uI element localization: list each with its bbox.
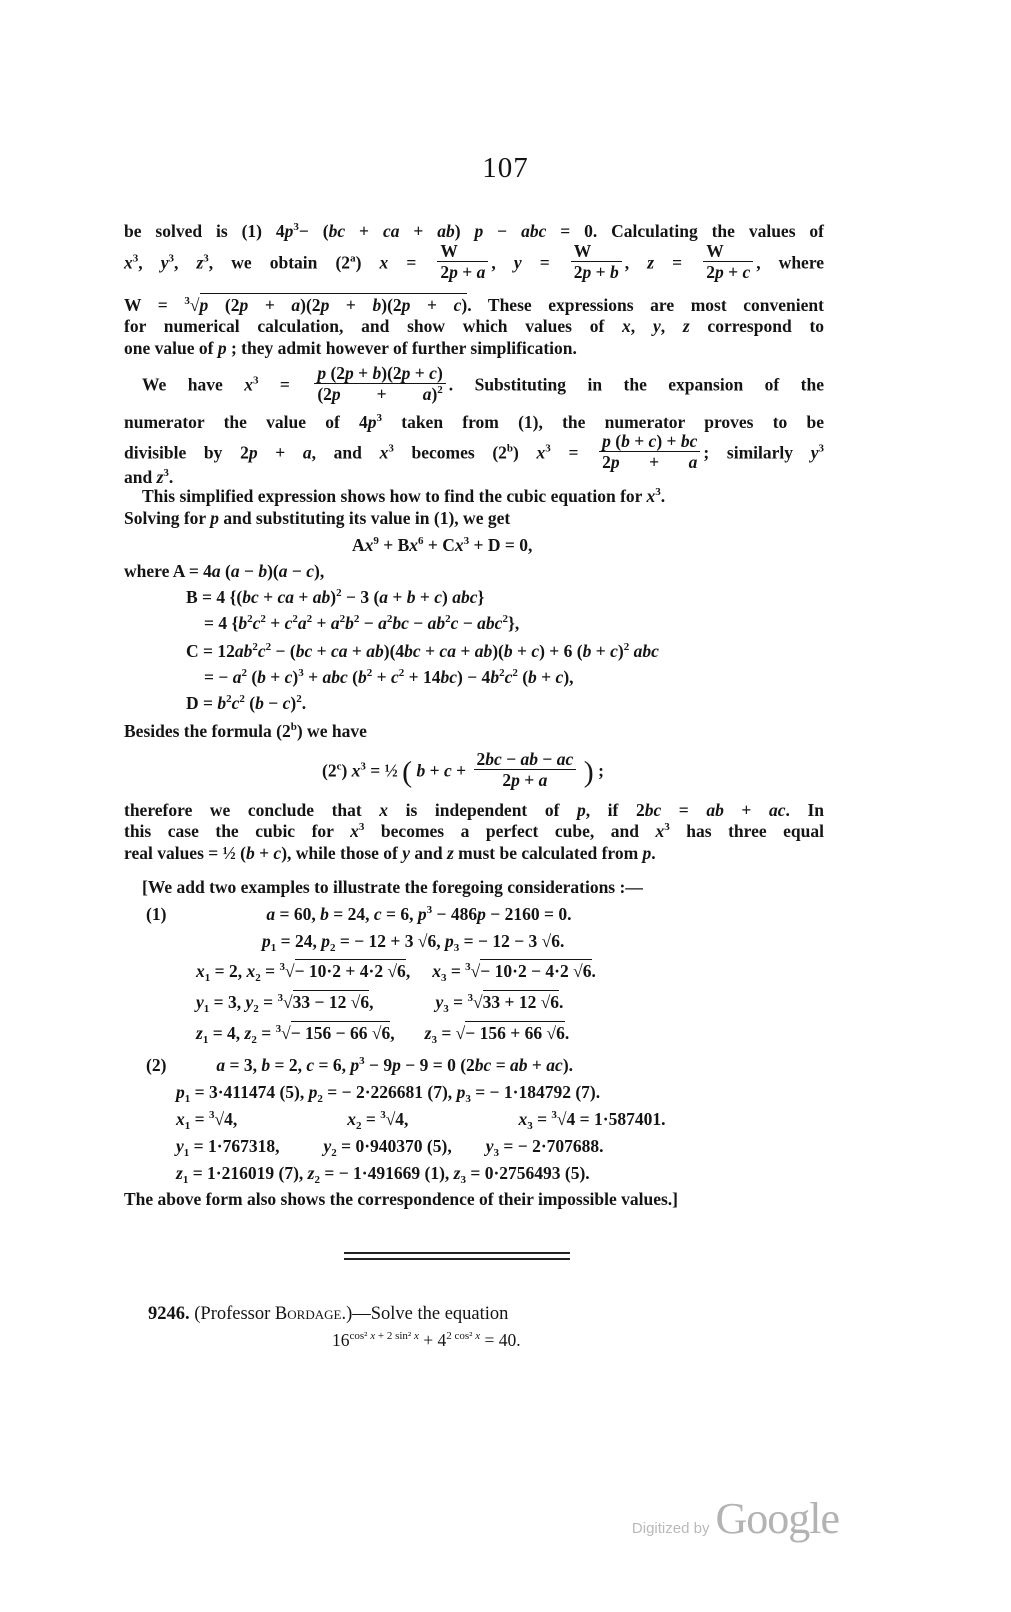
text-line-14: B = 4 {(bc + ca + ab)$^2$ − 3 (a + b + c) abc} xyxy=(186,587,485,607)
google-logo: Google xyxy=(715,1494,839,1543)
text-line-12: $Ax^9 + Bx^6 + Cx^3 + D = 0$, xyxy=(352,535,533,555)
text-line-17: = − $a^2$ $(b + c)^3$ + abc $(b^2 + c^2 + 14bc) - 4b^2c^2$ (b + c), xyxy=(204,667,574,687)
text-line-30: (2) a = 3, b = 2, c = 6, $p^3 - 9p - 9 = 0$ (2bc = ab + ac). xyxy=(146,1055,574,1075)
text-line-23: real values = ½ (b + c), while those of y and z must be calculated from p. xyxy=(124,843,656,863)
text-line-3: W = $^3$√p (2p + a)(2p + b)(2p + c). These expressions are most convenient xyxy=(124,295,824,315)
text-line-13: where A = 4a (a − b)(a − c), xyxy=(124,561,325,581)
text-line-20: (2$^c$) $x^3$ = ½ ( b + c + $\frac{2bc - ab - ac}{2p + a}$ ) ; xyxy=(322,749,604,790)
text-line-9: and $z^3$. xyxy=(124,467,174,487)
text-line-21: therefore we conclude that x is independent of p, if 2bc = ab + ac. In xyxy=(124,800,825,820)
question-author: (Professor Bordage.) xyxy=(194,1304,353,1324)
text-line-28: $y_1 = 3$, $y_2 = ^3√33 - 12$ √6, $y_3 = ^3√33 + 12$ √6. xyxy=(196,992,564,1015)
page-number: 107 xyxy=(482,152,529,184)
text-line-10: This simplified expression shows how to find the cubic equation for $x^3$. xyxy=(142,486,666,506)
text-line-15: = 4 $\{b^2c^2 + c^2a^2 + a^2b^2 - a^2bc - ab^2c - abc^2\}$, xyxy=(204,613,520,633)
text-line-33: $y_1 = 1\cdot 767318$, $y_2 = 0\cdot 940370$ (5), $y_3$ = − 2·707688. xyxy=(176,1136,604,1159)
text-line-8: divisible by 2p + a, and $x^3$ becomes (2$^b$) $x^3$ = $\frac{p (b + c) + bc}{2p + a}$ ; similarly $y^3$ xyxy=(124,431,824,472)
text-line-2: $x^3$, $y^3$, $z^3$, we obtain (2$^a$) x = $\frac{W}{2p + a}$ , y = $\frac{W}{2p + b}$ , z = $\frac{W}{2p + c}$ , where xyxy=(124,241,825,282)
text-line-22: this case the cubic for $x^3$ becomes a perfect cube, and $x^3$ has three equal xyxy=(124,821,824,841)
text-line-25: (1) a = 60, b = 24, c = 6, $p^3 - 486p - 2160 = 0$. xyxy=(146,904,572,924)
text-line-34: $z_1 = 1\cdot 216019$ (7), $z_2$ = − 1·491669 (1), $z_3 = 0\cdot 2756493$ (5). xyxy=(176,1163,590,1186)
text-line-19: Besides the formula (2$^b$) we have xyxy=(124,721,367,741)
text-line-35: The above form also shows the correspondence of their impossible values.] xyxy=(124,1189,678,1209)
question-heading xyxy=(148,1303,848,1325)
text-line-31: $p_1 = 3\cdot 411474$ (5), $p_2$ = − 2·226681 (7), $p_3$ = − 1·184792 (7). xyxy=(176,1082,601,1105)
text-line-18: $D = b^2c^2$ $(b - c)^2$. xyxy=(186,693,307,713)
text-line-29: $z_1 = 4$, $z_2 = ^3√- 156 - 66$ √6, $z_3$ = √− 156 + 66 √6. xyxy=(196,1023,570,1046)
text-line-11: Solving for p and substituting its value in (1), we get xyxy=(124,508,511,528)
question-equation: $16^{cos^2 x + 2 sin^2 x} + 4^{2 cos^2 x} = 40$. xyxy=(332,1330,521,1350)
text-line-7: numerator the value of $4p^3$ taken from (1), the numerator proves to be xyxy=(124,412,824,432)
section-rule-bottom xyxy=(344,1258,570,1260)
text-line-16: $C = 12ab^2c^2 - (bc$ + ca + ab)(4bc + ca + ab)(b + c) + 6 $(b + c)^2$ abc xyxy=(186,641,659,661)
text-line-27: $x_1 = 2$, $x_2 = ^3√- 10\cdot 2 + 4\cdot 2$ √6, $x_3 = ^3√- 10\cdot 2 - 4\cdot 2$ √6. xyxy=(196,961,596,984)
text-line-4: for numerical calculation, and show which values of x, y, z correspond to xyxy=(124,316,825,336)
text-line-1: be solved is (1) $4p^3- (bc$ + ca + ab) p − abc = 0. Calculating the values of xyxy=(124,221,825,241)
text-line-6: We have $x^3$ = $\frac{p (2p + b)(2p + c)}{(2p + a)^2}$ . Substituting in the expansion of the xyxy=(142,363,824,404)
digitized-watermark xyxy=(632,1493,839,1544)
text-line-26: $p_1 = 24$, $p_2$ = − 12 + 3 √6, $p_3$ = − 12 − 3 √6. xyxy=(262,931,565,954)
text-line-24: [We add two examples to illustrate the foregoing considerations :— xyxy=(142,877,643,897)
text-line-32: $x_1 = ^3√4$, $x_2 = ^3√4$, $x_3 = ^3√4 = 1\cdot 587401$. xyxy=(176,1109,666,1132)
question-number: 9246. xyxy=(148,1304,190,1324)
section-rule-top xyxy=(344,1252,570,1254)
text-line-5: one value of p ; they admit however of further simplification. xyxy=(124,338,577,358)
digitized-by-label: Digitized by xyxy=(631,1520,710,1537)
question-text: —Solve the equation xyxy=(352,1304,509,1324)
